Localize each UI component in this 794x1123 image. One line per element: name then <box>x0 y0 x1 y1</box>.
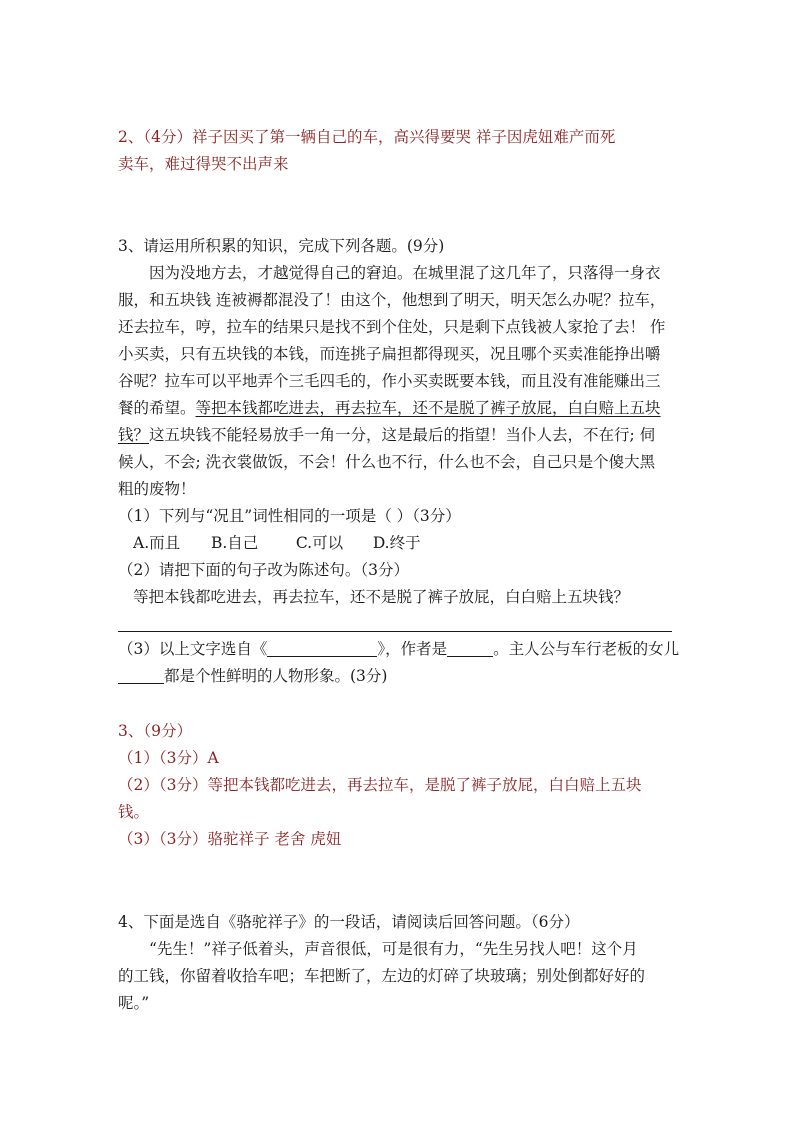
passage-line: 候人，不会; 洗衣裳做饭，不会！什么也不行，什么也不会，自己只是个傻大黑 <box>118 453 656 471</box>
answer-3-item-2: （2）（3分）等把本钱都吃进去，再去拉车，是脱了裤子放屁，白白赔上五块 <box>118 776 642 794</box>
answer-3-item-3: （3）（3分）骆驼祥子 老舍 虎妞 <box>118 830 342 848</box>
passage-line: 还去拉车，哼，拉车的结果只是找不到个住处，只是剩下点钱被人家抢了去！ 作 <box>118 318 666 336</box>
passage-line: 小买卖，只有五块钱的本钱，而连挑子扁担都得现买，况且哪个买卖准能挣出嚼 <box>118 345 661 363</box>
passage-line: 呢。” <box>118 994 150 1012</box>
answer-2-line-1: 2、（4分）祥子因买了第一辆自己的车，高兴得要哭 祥子因虎妞难产而死 <box>118 128 616 146</box>
passage-line <box>118 395 678 422</box>
passage-text: 这五块钱不能轻易放手一角一分，这是最后的指望！当仆人去，不在行; 伺 <box>149 426 656 444</box>
passage-text: 餐的希望。 <box>118 399 196 417</box>
answer-3-heading: 3、（9分） <box>118 722 192 740</box>
question-4-heading: 4、下面是选自《骆驼祥子》的一段话，请阅读后回答问题。（6分） <box>118 913 580 931</box>
sub-question-1: （1）下列与“况且”词性相同的一项是（ ）（3分） <box>118 507 461 525</box>
answer-3 <box>118 718 678 853</box>
underlined-sentence: 等把本钱都吃进去，再去拉车，还不是脱了裤子放屁，白白赔上五块 <box>195 399 661 417</box>
sub-question-3-line-2 <box>118 663 678 690</box>
underlined-sentence: 钱？ <box>118 426 150 444</box>
sub-question-3-line-1 <box>118 636 678 663</box>
option-d: D.终于 <box>372 534 421 552</box>
sub-question-3 <box>118 636 678 690</box>
question-3-heading: 3、请运用所积累的知识，完成下列各题。(9分) <box>118 237 445 255</box>
answer-2-line-2: 卖车，难过得哭不出声来 <box>118 155 289 173</box>
question-4 <box>118 909 678 1017</box>
option-b: B.自己 <box>210 534 259 552</box>
option-a: A.而且 <box>133 534 181 552</box>
book-title-blank <box>267 638 377 657</box>
passage-line: 的工钱，你留着收拾车吧；车把断了，左边的灯碎了块玻璃；别处倒都好好的 <box>118 967 646 985</box>
passage-line <box>118 422 678 449</box>
character-blank <box>118 665 164 684</box>
sub-question-2-sentence: 等把本钱都吃进去，再去拉车，还不是脱了裤子放屁，白白赔上五块钱？ <box>133 588 630 606</box>
sub-question-3-text: 都是个性鲜明的人物形象。(3分) <box>164 667 388 685</box>
author-blank <box>447 638 493 657</box>
question-3 <box>118 233 678 611</box>
passage-line: 因为没地方去，才越觉得自己的窘迫。在城里混了这几年了，只落得一身衣 <box>149 264 661 282</box>
sub-question-3-text: （3）以上文字选自《 <box>118 640 268 658</box>
passage-line: 粗的废物！ <box>118 480 196 498</box>
passage-line: 服，和五块钱 连被褥都混没了！由这个，他想到了明天，明天怎么办呢？拉车， <box>118 291 666 309</box>
sub-question-2: （2）请把下面的句子改为陈述句。（3分） <box>118 561 409 579</box>
sub-question-3-text: 》，作者是 <box>377 640 448 658</box>
sub-question-3-text: 。主人公与车行老板的女儿 <box>493 640 680 658</box>
answer-3-item-1: （1）（3分）A <box>118 749 219 767</box>
passage-line: “先生！”祥子低着头，声音很低，可是很有力，“先生另找人吧！这个月 <box>149 940 638 958</box>
answer-line <box>118 631 672 632</box>
passage-line: 谷呢？拉车可以平地弄个三毛四毛的，作小买卖既要本钱，而且没有准能赚出三 <box>118 372 661 390</box>
answer-3-item-2-cont: 钱。 <box>118 803 150 821</box>
options-row <box>118 530 678 557</box>
answer-2 <box>118 124 678 178</box>
option-c: C.可以 <box>295 534 344 552</box>
